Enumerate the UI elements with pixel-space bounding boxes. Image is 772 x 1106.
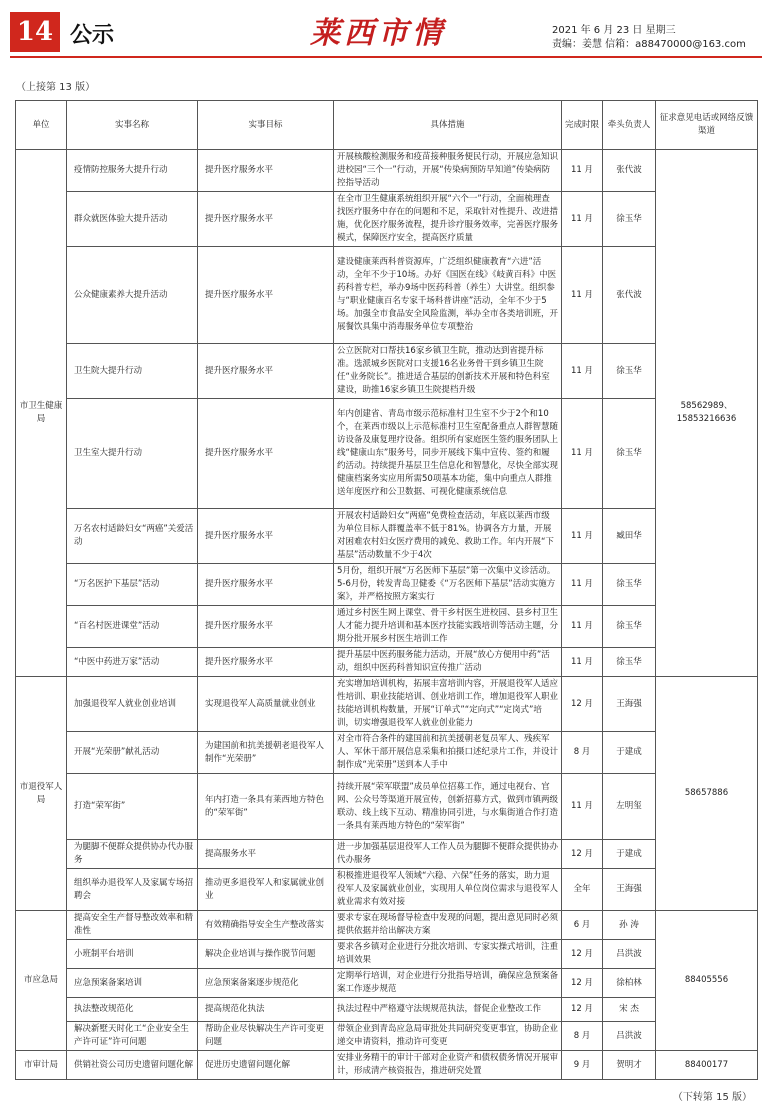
item-name-cell: 为腿脚不便群众提供协办代办服务 (67, 840, 198, 869)
item-name-cell: 加强退役军人就业创业培训 (67, 677, 198, 732)
table-row (16, 840, 758, 869)
table-row (16, 677, 758, 732)
measures-cell: 充实增加培训机构，拓展丰富培训内容，开展退役军人适应性培训、职业技能培训、创业培训工作，增加退役军人职业技能培训机构数量，开展“订单式”“定向式”“定岗式”培训，切实增强退役军人就业创业能力 (334, 677, 562, 732)
item-name-cell: 万名农村适龄妇女“两癌”关爱活动 (67, 509, 198, 564)
header-deadline: 完成时限 (562, 101, 603, 150)
measures-cell: 5月份，组织开展“万名医师下基层”第一次集中义诊活动。5-6月份，转发青岛卫健委《“万名医师下基层”活动实施方案》，并严格按照方案实行 (334, 564, 562, 606)
measures-cell: 开展核酸检测服务和疫苗接种服务便民行动，开展应急知识进校园“三个一”行动，开展“传染病预防早知道”传染病防控指导活动 (334, 150, 562, 192)
deadline-cell: 11 月 (562, 564, 603, 606)
deadline-cell: 12 月 (562, 940, 603, 969)
lead-cell: 徐玉华 (603, 192, 656, 247)
item-goal-cell: 提升医疗服务水平 (198, 344, 334, 399)
item-goal-cell: 有效精确指导安全生产整改落实 (198, 911, 334, 940)
table-row (16, 869, 758, 911)
item-name-cell: 疫情防控服务大提升行动 (67, 150, 198, 192)
measures-cell: 开展农村适龄妇女“两癌”免费检查活动，年底以莱西市级为单位目标人群覆盖率不低于81%。协调各方力量，开展对困难农村妇女医疗费用的减免、救助工作。年内开展“下基层”活动数量不少于4次 (334, 509, 562, 564)
header-contact: 征求意见电话或网络反馈渠道 (656, 101, 758, 150)
lead-cell: 臧田华 (603, 509, 656, 564)
header-measures: 具体措施 (334, 101, 562, 150)
deadline-cell: 11 月 (562, 399, 603, 509)
item-name-cell: 卫生院大提升行动 (67, 344, 198, 399)
measures-cell: 年内创建省、青岛市级示范标准村卫生室不少于2个和10个，在莱西市级以上示范标准村卫生室配备重点人群智慧随访设备及康复理疗设备。组织所有家庭医生签约服务团队上线“健康山东”服务号，同步开展线下集中宣传、签约和履约活动。持续提升基层卫生信息化和智慧化，尽快全部实现健康档案务实应用所需50项基本功能，集中向重点人群推送年度医疗和公卫数据、可视化健康系统信息 (334, 399, 562, 509)
item-goal-cell: 提升医疗服务水平 (198, 150, 334, 192)
item-name-cell: 打造“荣军街” (67, 774, 198, 840)
deadline-cell: 8 月 (562, 1022, 603, 1051)
measures-cell: 要求专家在现场督导检查中发现的问题，提出意见同时必须提供依据并给出解决方案 (334, 911, 562, 940)
item-name-cell: 提高安全生产督导整改效率和精准性 (67, 911, 198, 940)
lead-cell: 于建成 (603, 732, 656, 774)
table-body (16, 150, 758, 1080)
item-goal-cell: 提高规范化执法 (198, 998, 334, 1022)
measures-cell: 带领企业到青岛应急局审批处共同研究变更事宜，协助企业递交申请资料，推动许可变更 (334, 1022, 562, 1051)
deadline-cell: 8 月 (562, 732, 603, 774)
item-name-cell: “百名村医进课堂”活动 (67, 606, 198, 648)
header-divider (10, 56, 762, 58)
item-name-cell: 执法整改规范化 (67, 998, 198, 1022)
item-name-cell: 卫生室大提升行动 (67, 399, 198, 509)
header-item-name: 实事名称 (67, 101, 198, 150)
lead-cell: 徐玉华 (603, 344, 656, 399)
contact-cell: 88405556 (656, 911, 758, 1051)
item-goal-cell: 提高服务水平 (198, 840, 334, 869)
item-goal-cell: 为建国前和抗美援朝老退役军人制作“光荣册” (198, 732, 334, 774)
item-goal-cell: 帮助企业尽快解决生产许可变更问题 (198, 1022, 334, 1051)
lead-cell: 徐柏林 (603, 969, 656, 998)
measures-cell: 积极推进退役军人领域“六稳、六保”任务的落实，助力退役军人及家属就业创业，实现用人单位岗位需求与退役军人就业需求有效对接 (334, 869, 562, 911)
item-name-cell: 供销社资公司历史遗留问题化解 (67, 1051, 198, 1080)
item-name-cell: 公众健康素养大提升活动 (67, 247, 198, 344)
lead-cell: 张代波 (603, 150, 656, 192)
item-goal-cell: 促进历史遗留问题化解 (198, 1051, 334, 1080)
page-header (0, 0, 772, 58)
table-row (16, 606, 758, 648)
header-item-goal: 实事目标 (198, 101, 334, 150)
measures-cell: 安排业务精干的审计干部对企业资产和债权债务情况开展审计，形成清产核资报告，推进研究处置 (334, 1051, 562, 1080)
header-lead: 牵头负责人 (603, 101, 656, 150)
deadline-cell: 12 月 (562, 969, 603, 998)
table-row (16, 192, 758, 247)
measures-cell: 进一步加强基层退役军人工作人员为腿脚不便群众提供协办代办服务 (334, 840, 562, 869)
lead-cell: 徐玉华 (603, 399, 656, 509)
table-row (16, 1022, 758, 1051)
table-row (16, 399, 758, 509)
lead-cell: 徐玉华 (603, 606, 656, 648)
measures-cell: 通过乡村医生网上课堂、骨干乡村医生进校园、县乡村卫生人才能力提升培训和基本医疗技能实践培训等活动主题，分期分批开展乡村医生培训工作 (334, 606, 562, 648)
lead-cell: 宋 杰 (603, 998, 656, 1022)
deadline-cell: 11 月 (562, 606, 603, 648)
item-goal-cell: 提升医疗服务水平 (198, 509, 334, 564)
deadline-cell: 11 月 (562, 247, 603, 344)
deadline-cell: 11 月 (562, 150, 603, 192)
item-goal-cell: 应急预案备案逐步规范化 (198, 969, 334, 998)
deadline-cell: 11 月 (562, 648, 603, 677)
table-row (16, 150, 758, 192)
table-row (16, 911, 758, 940)
unit-cell: 市卫生健康局 (16, 150, 67, 677)
deadline-cell: 12 月 (562, 840, 603, 869)
table-row (16, 344, 758, 399)
issue-date: 2021 年 6 月 23 日 星期三 (552, 25, 676, 36)
continued-to-note: （下转第 15 版） (672, 1092, 752, 1103)
deadline-cell: 全年 (562, 869, 603, 911)
item-name-cell: “万名医护下基层”活动 (67, 564, 198, 606)
unit-cell: 市审计局 (16, 1051, 67, 1080)
measures-cell: 提升基层中医药服务能力活动，开展“放心方便用中药”活动，组织中医药科普知识宣传推广活动 (334, 648, 562, 677)
deadline-cell: 11 月 (562, 344, 603, 399)
lead-cell: 王海强 (603, 677, 656, 732)
deadline-cell: 9 月 (562, 1051, 603, 1080)
newspaper-masthead: 莱西市情 (310, 16, 446, 51)
item-goal-cell: 年内打造一条具有莱西地方特色的“荣军街” (198, 774, 334, 840)
public-notice-table (15, 100, 758, 1080)
item-goal-cell: 提升医疗服务水平 (198, 648, 334, 677)
deadline-cell: 12 月 (562, 998, 603, 1022)
table-row (16, 247, 758, 344)
lead-cell: 吕洪波 (603, 1022, 656, 1051)
deadline-cell: 6 月 (562, 911, 603, 940)
lead-cell: 徐玉华 (603, 564, 656, 606)
table-row (16, 509, 758, 564)
measures-cell: 在全市卫生健康系统组织开展“六个一”行动，全面梳理查找医疗服务中存在的问题和不足，采取针对性提升、改进措施，优化医疗服务流程，提升诊疗服务效率，完善医疗服务模式，保障医疗安全，提高医疗质量 (334, 192, 562, 247)
lead-cell: 王海强 (603, 869, 656, 911)
measures-cell: 要求各乡镇对企业进行分批次培训、专家实操式培训，注重培训效果 (334, 940, 562, 969)
item-name-cell: 开展“光荣册”献礼活动 (67, 732, 198, 774)
lead-cell: 张代波 (603, 247, 656, 344)
item-goal-cell: 实现退役军人高质量就业创业 (198, 677, 334, 732)
editor-info: 责编：姜慧 信箱：a88470000@163.com (552, 39, 746, 50)
item-goal-cell: 提升医疗服务水平 (198, 247, 334, 344)
table-row (16, 998, 758, 1022)
lead-cell: 孙 涛 (603, 911, 656, 940)
measures-cell: 公立医院对口帮扶16家乡镇卫生院，推动达到省提升标准。选派城乡医院对口支援16名业务骨干到乡镇卫生院任“业务院长”。推进适合基层的创新技术开展和特色科室建设，助推16家乡镇卫生院提档升级 (334, 344, 562, 399)
item-goal-cell: 提升医疗服务水平 (198, 192, 334, 247)
header-unit: 单位 (16, 101, 67, 150)
contact-cell: 58657886 (656, 677, 758, 911)
item-name-cell: 群众就医体验大提升活动 (67, 192, 198, 247)
section-title: 公示 (70, 23, 115, 48)
item-name-cell: 应急预案备案培训 (67, 969, 198, 998)
item-name-cell: 组织举办退役军人及家属专场招聘会 (67, 869, 198, 911)
deadline-cell: 12 月 (562, 677, 603, 732)
item-name-cell: 小班制平台培训 (67, 940, 198, 969)
item-name-cell: 解决新墅天时化工“企业安全生产许可证”许可问题 (67, 1022, 198, 1051)
item-goal-cell: 提升医疗服务水平 (198, 399, 334, 509)
item-goal-cell: 提升医疗服务水平 (198, 606, 334, 648)
table-row (16, 774, 758, 840)
deadline-cell: 11 月 (562, 774, 603, 840)
issue-meta (552, 24, 746, 52)
lead-cell: 左明玺 (603, 774, 656, 840)
item-goal-cell: 提升医疗服务水平 (198, 564, 334, 606)
table-row (16, 969, 758, 998)
table-row (16, 940, 758, 969)
measures-cell: 持续开展“荣军联盟”成员单位招募工作，通过电视台、官网、公众号等渠道开展宣传，创新招募方式，做到市镇两级联动、线上线下互动、精准协同引进，与水集街道合作打造一条具有莱西地方特色的“荣军街” (334, 774, 562, 840)
table-row (16, 732, 758, 774)
lead-cell: 于建成 (603, 840, 656, 869)
continued-from-note: （上接第 13 版） (16, 82, 96, 93)
measures-cell: 定期举行培训，对企业进行分批指导培训，确保应急预案备案工作逐步规范 (334, 969, 562, 998)
table-row (16, 648, 758, 677)
unit-cell: 市应急局 (16, 911, 67, 1051)
deadline-cell: 11 月 (562, 192, 603, 247)
lead-cell: 吕洪波 (603, 940, 656, 969)
deadline-cell: 11 月 (562, 509, 603, 564)
item-goal-cell: 解决企业培训与操作脱节问题 (198, 940, 334, 969)
item-name-cell: “中医中药进万家”活动 (67, 648, 198, 677)
measures-cell: 建设健康莱西科普资源库，广泛组织健康教育“六进”活动，全年不少于10场。办好《国医在线》《岐黄百科》中医药科普专栏，举办9场中医药科普（养生）大讲堂。组织参与“职业健康百名专家千场科普讲座”活动，全年不少于5场。加强全市食品安全风险监测，举办全市各类培训班，开展餐饮具集中消毒服务单位专项整治 (334, 247, 562, 344)
contact-cell: 58562989、15853216636 (656, 150, 758, 677)
measures-cell: 对全市符合条件的建国前和抗美援朝老复员军人、残疾军人、军休干部开展信息采集和拍摄口述纪录片工作，并设计制作成“光荣册”送到本人手中 (334, 732, 562, 774)
table-row (16, 1051, 758, 1080)
page-number: 14 (10, 12, 60, 52)
item-goal-cell: 推动更多退役军人和家属就业创业 (198, 869, 334, 911)
unit-cell: 市退役军人局 (16, 677, 67, 911)
lead-cell: 贺明才 (603, 1051, 656, 1080)
table-row (16, 564, 758, 606)
table-header-row (16, 101, 758, 150)
measures-cell: 执法过程中严格遵守法规规范执法，督促企业整改工作 (334, 998, 562, 1022)
lead-cell: 徐玉华 (603, 648, 656, 677)
contact-cell: 88400177 (656, 1051, 758, 1080)
